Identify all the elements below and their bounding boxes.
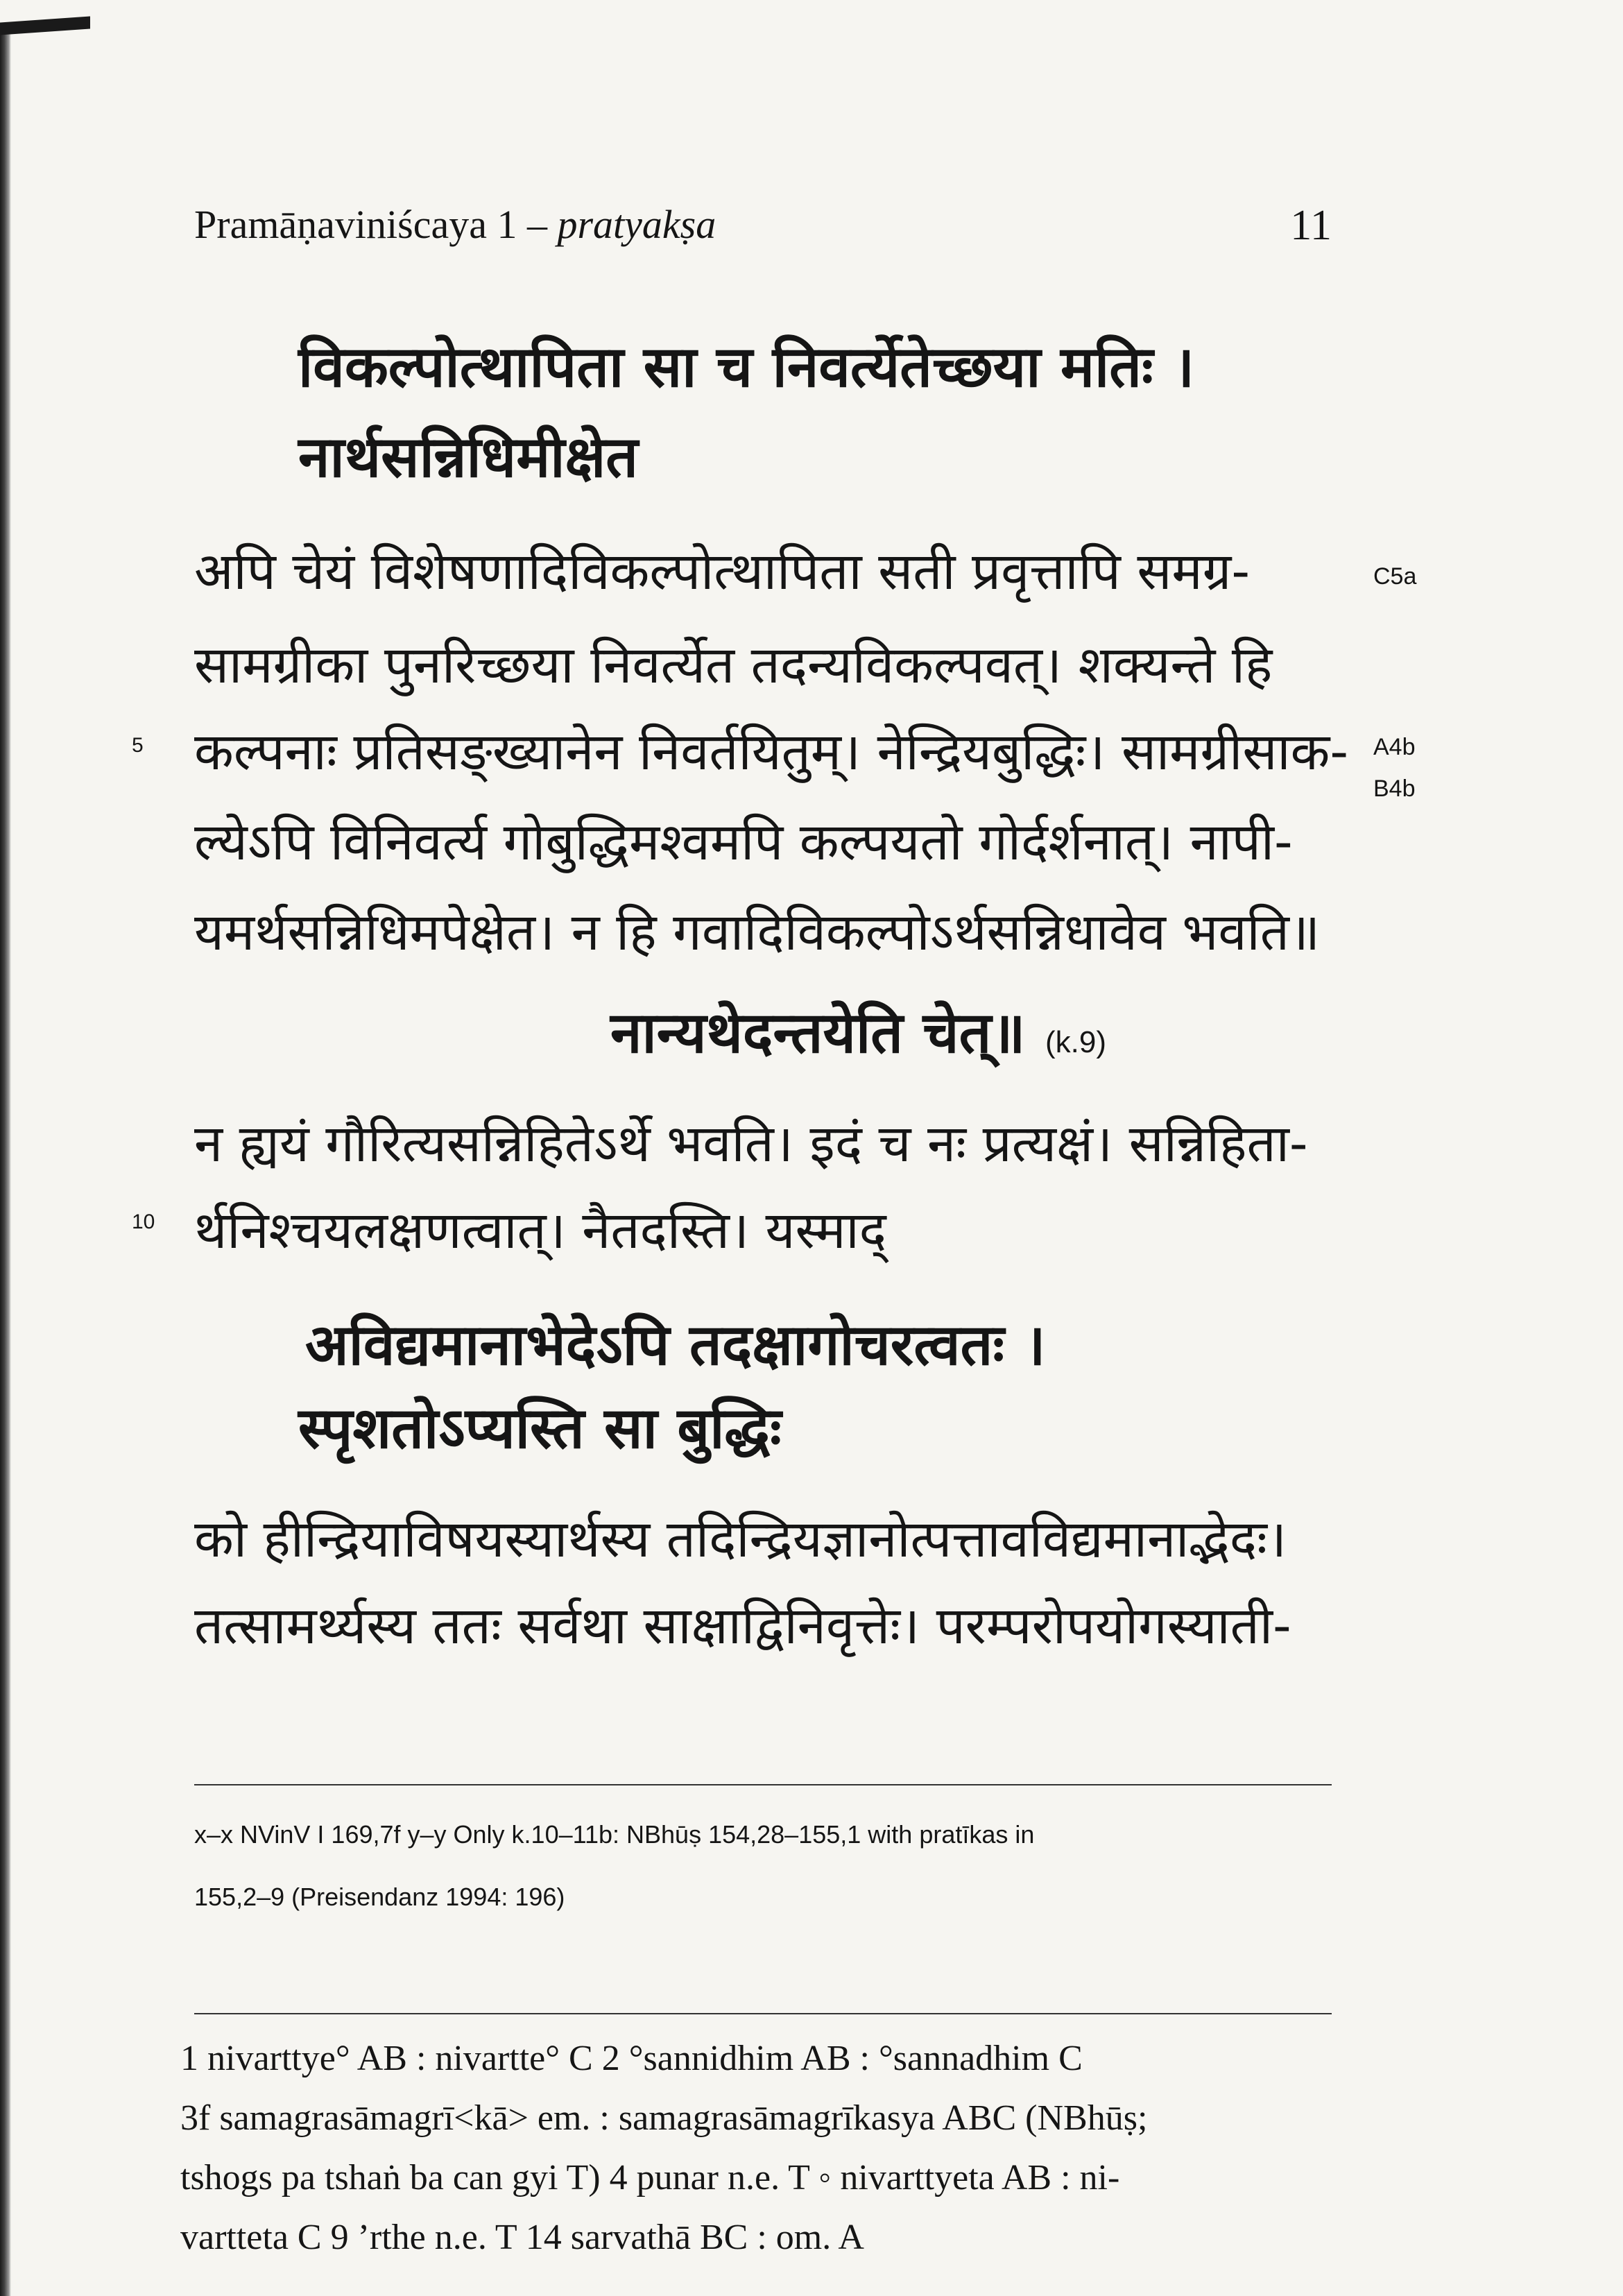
testium-line-1: x–x NVinV I 169,7f y–y Only k.10–11b: NBhūṣ 154,28–155,1 with pratīkas in [194, 1820, 1035, 1849]
karika-reference: (k.9) [1045, 1025, 1107, 1059]
header-title [194, 201, 716, 248]
criticus-line-2: 3f samagrasāmagrī<kā> em. : samagrasāmagrīkasya ABC (NBhūṣ; [180, 2098, 1148, 2138]
line-number-5: 5 [132, 734, 144, 757]
siglum-b4b: B4b [1373, 776, 1416, 802]
apparatus-rule-1 [194, 1784, 1332, 1785]
verse-line-2: नार्थसन्निधिमीक्षेत [298, 425, 639, 490]
apparatus-criticus [180, 2029, 1359, 2268]
testium-line-2: 155,2–9 (Preisendanz 1994: 196) [194, 1883, 565, 1911]
prose-line-6: न ह्ययं गौरित्यसन्निहितेऽर्थे भवति। इदं च नः प्रत्यक्षं। सन्निहिता- [194, 1114, 1308, 1174]
verse-line-4: अविद्यमानाभेदेऽपि तदक्षागोचरत्वतः । [305, 1312, 1046, 1378]
criticus-line-1: 1 nivarttye° AB : nivartte° C 2 °sannidhim AB : °sannadhim C [180, 2039, 1083, 2078]
prose-line-5: यमर्थसन्निधिमपेक्षेत। न हि गवादिविकल्पोऽर्थसन्निधावेव भवति॥ [194, 902, 1321, 962]
header-title-roman: Pramāṇaviniścaya 1 – [194, 202, 558, 247]
prose-line-7: र्थनिश्चयलक्षणत्वात्। नैतदस्ति। यस्माद् [194, 1201, 886, 1260]
page-number: 11 [1290, 202, 1332, 249]
apparatus-testium [194, 1804, 1346, 1928]
verse-line-3 [610, 992, 1106, 1070]
apparatus-rule-2 [194, 2013, 1332, 2014]
criticus-line-3: tshogs pa tshaṅ ba can gyi T) 4 punar n.e. T ◦ nivarttyeta AB : ni- [180, 2158, 1120, 2198]
line-number-10: 10 [132, 1210, 155, 1233]
running-header [194, 201, 1332, 257]
criticus-line-4: vartteta C 9 ’rthe n.e. T 14 sarvathā BC : om. A [180, 2218, 864, 2257]
scan-corner-mark [0, 16, 90, 35]
prose-line-8: को हीन्द्रियाविषयस्यार्थस्य तदिन्द्रियज्ञानोत्पत्तावविद्यमानाद्भेदः। [194, 1509, 1287, 1569]
prose-line-1: अपि चेयं विशेषणादिविकल्पोत्थापिता सती प्रवृत्तापि समग्र- [194, 542, 1251, 601]
siglum-a4b: A4b [1373, 734, 1416, 760]
prose-line-2: सामग्रीका पुनरिच्छया निवर्त्येत तदन्यविकल्पवत्। शक्यन्ते हि [194, 635, 1273, 695]
header-title-italic: pratyakṣa [557, 202, 716, 247]
verse-line-3-text: नान्यथेदन्तयेति चेत्॥ [610, 1000, 1026, 1066]
verse-line-1: विकल्पोत्थापिता सा च निवर्त्येतेच्छया मतिः । [298, 334, 1195, 400]
prose-line-3: कल्पनाः प्रतिसङ्ख्यानेन निवर्तयितुम्। नेन्द्रियबुद्धिः। सामग्रीसाक- [194, 722, 1349, 782]
verse-line-5: स्पृशतोऽप्यस्ति सा बुद्धिः [298, 1396, 782, 1462]
prose-line-9: तत्सामर्थ्यस्य ततः सर्वथा साक्षाद्विनिवृत्तेः। परम्परोपयोगस्याती- [194, 1596, 1291, 1656]
siglum-c5a: C5a [1373, 563, 1417, 590]
prose-line-4: ल्येऽपि विनिवर्त्य गोबुद्धिमश्वमपि कल्पयतो गोर्दर्शनात्। नापी- [194, 812, 1293, 872]
page-scan-edge [0, 28, 11, 2296]
